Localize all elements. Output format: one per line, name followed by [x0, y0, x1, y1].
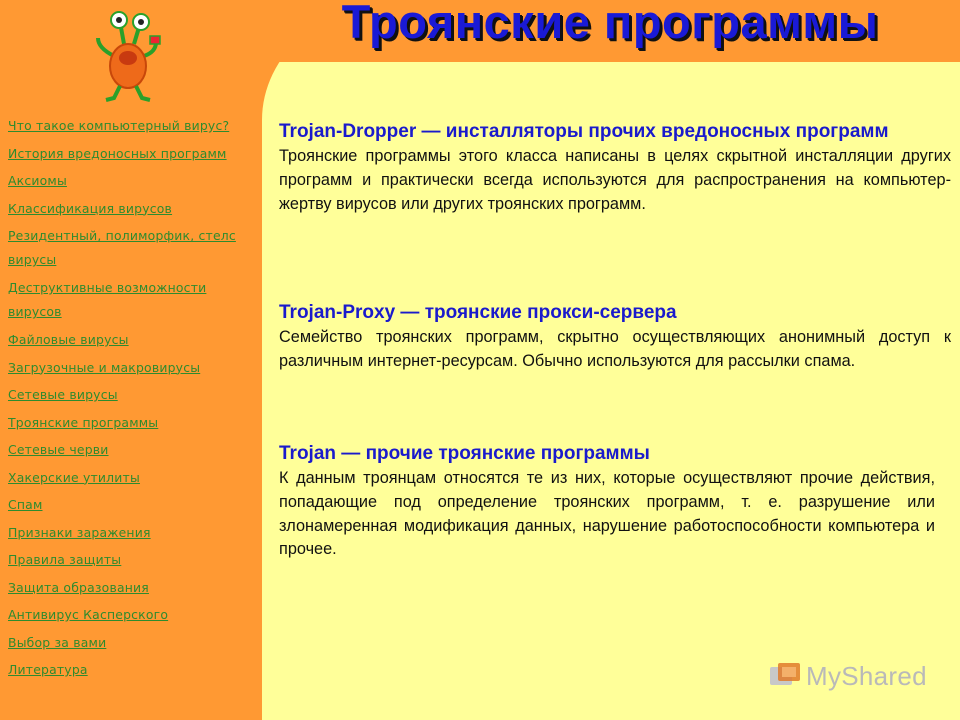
- section-trojan-dropper: [279, 119, 951, 216]
- nav-link-boot-macro[interactable]: Загрузочные и макровирусы: [8, 359, 201, 375]
- virus-mascot-icon: [88, 8, 168, 104]
- section-heading: Trojan — прочие троянские программы: [279, 443, 650, 464]
- page-title: Троянские программы: [341, 0, 879, 48]
- section-body: К данным троянцам относятся те из них, которые осуществляют прочие действия, попадающие под определение троянских программ, т. е. разрушение или злонамеренная модификация данных, нарушение работоспособности компьютера и прочее.: [279, 469, 935, 559]
- myshared-watermark: [768, 656, 928, 696]
- section-trojan-other: [279, 441, 939, 562]
- section-trojan-proxy: [279, 300, 951, 374]
- section-heading: Trojan-Proxy — троянские прокси-сервера: [279, 302, 677, 323]
- nav-link-file-viruses[interactable]: Файловые вирусы: [8, 332, 129, 347]
- nav-link-history[interactable]: История вредоносных программ: [8, 145, 227, 161]
- nav-link-literature[interactable]: Литература: [8, 662, 88, 677]
- nav-link-kaspersky[interactable]: Антивирус Касперского: [8, 607, 169, 622]
- nav-link-hacker-tools[interactable]: Хакерские утилиты: [8, 469, 140, 485]
- nav-link-what-is-virus[interactable]: Что такое компьютерный вирус?: [8, 118, 230, 133]
- nav-link-worms[interactable]: Сетевые черви: [8, 442, 109, 457]
- nav-link-destructive[interactable]: Деструктивные возможности вирусов: [8, 280, 207, 319]
- nav-link-resident-polymorphic[interactable]: Резидентный, полиморфик, стелс вирусы: [8, 228, 236, 267]
- watermark-text: MyShared: [806, 660, 927, 691]
- nav-link-education-protection[interactable]: Защита образования: [8, 579, 149, 595]
- nav-link-infection-signs[interactable]: Признаки заражения: [8, 524, 151, 540]
- section-heading: Trojan-Dropper — инсталляторы прочих вредоносных программ: [279, 121, 889, 142]
- section-body: Семейство троянских программ, скрытно осуществляющих анонимный доступ к различным интернет-ресурсам. Обычно используются для рассылки спама.: [279, 328, 951, 370]
- myshared-logo-icon: [768, 661, 802, 691]
- section-body: Троянские программы этого класса написаны в целях скрытной инсталляции других программ и практически всегда используются для распространения на компьютер-жертву вирусов или других троянских программ.: [279, 147, 951, 213]
- sidebar-nav: [8, 112, 266, 684]
- nav-link-classification[interactable]: Классификация вирусов: [8, 200, 173, 216]
- nav-link-axioms[interactable]: Аксиомы: [8, 173, 67, 188]
- nav-link-protection-rules[interactable]: Правила защиты: [8, 552, 122, 567]
- nav-link-your-choice[interactable]: Выбор за вами: [8, 634, 107, 650]
- nav-link-network-viruses[interactable]: Сетевые вирусы: [8, 387, 118, 402]
- nav-link-spam[interactable]: Спам: [8, 497, 43, 512]
- nav-link-trojans[interactable]: Троянские программы: [8, 414, 159, 430]
